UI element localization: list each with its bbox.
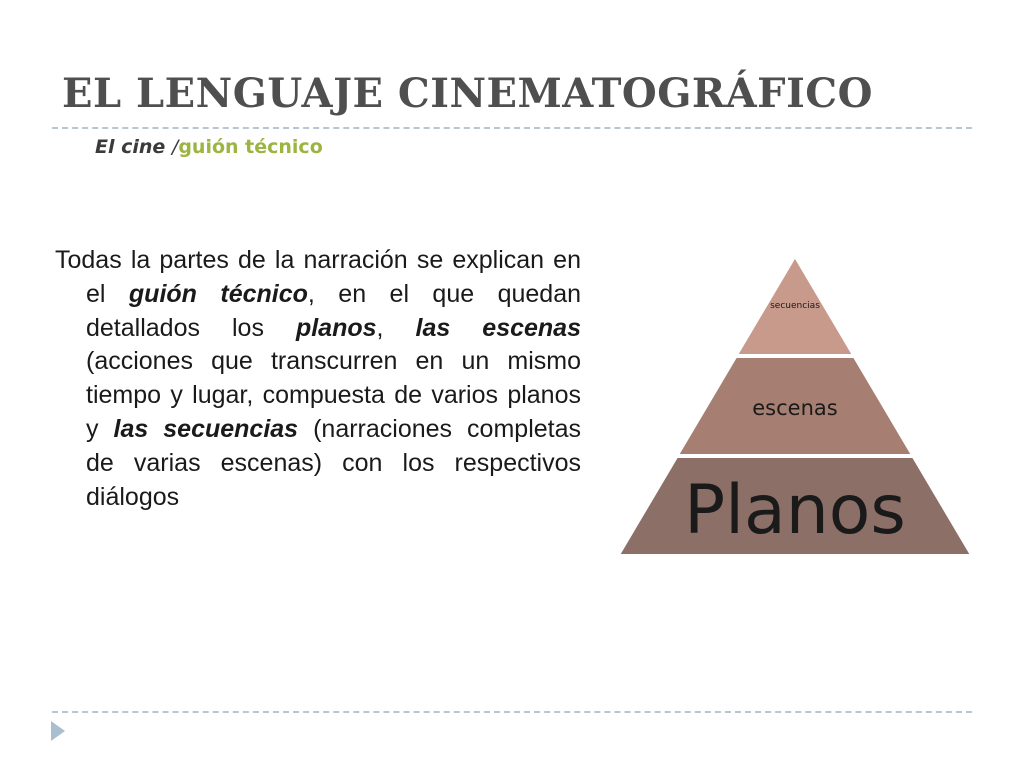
title-divider (52, 127, 972, 129)
slide-title: EL LENGUAJE CINEMATOGRÁFICO (62, 70, 873, 117)
body-text-3: , (376, 313, 416, 342)
footer-divider (52, 711, 972, 713)
pyramid-label-planos: Planos (684, 471, 906, 550)
body-bold-escenas: las escenas (415, 313, 581, 342)
subtitle-part-1: El cine (95, 136, 172, 158)
slide-subtitle (95, 136, 323, 158)
subtitle-part-2: guión técnico (178, 136, 323, 158)
body-text-5: (narraciones completas de varias escenas) con los respectivos diálogos (86, 414, 581, 511)
pyramid-label-escenas: escenas (752, 396, 838, 420)
pyramid-diagram (600, 245, 980, 565)
body-bold-planos: planos (295, 313, 377, 342)
subtitle-separator: / (171, 136, 179, 158)
body-bold-guion: guión técnico (128, 279, 308, 308)
body-text-1: Todas la partes de la narración se explican en el (55, 246, 581, 308)
body-paragraph (55, 244, 581, 514)
body-bold-secuencias: las secuencias (113, 414, 299, 443)
pyramid-label-secuencias: secuencias (770, 301, 820, 311)
body-text-4: (acciones que transcurren en un mismo tiempo y lugar, compuesta de varios planos y (86, 347, 581, 443)
body-text-2: , en el que quedan detallados los (86, 279, 582, 342)
next-slide-arrow-icon[interactable] (48, 719, 68, 743)
